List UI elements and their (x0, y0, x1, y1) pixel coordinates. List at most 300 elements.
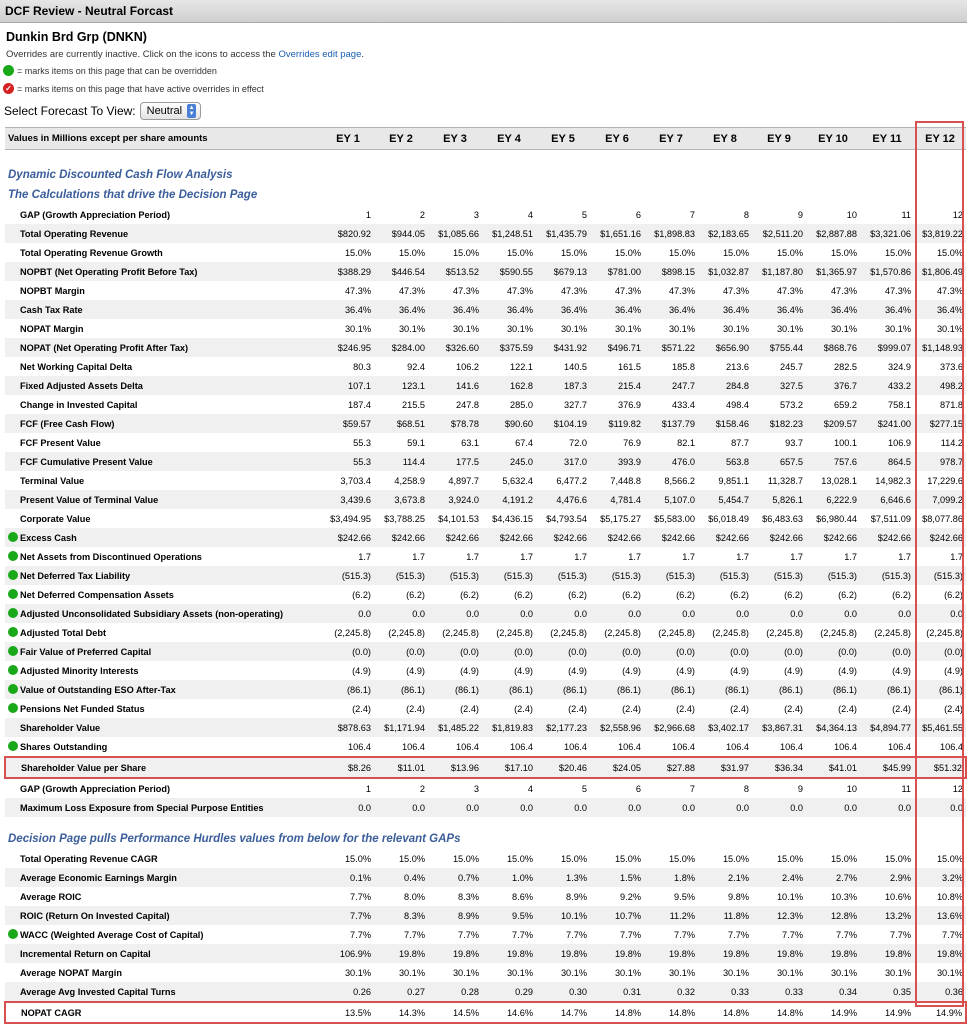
year-header: EY 4 (482, 128, 536, 150)
value-cell: (6.2) (514, 589, 533, 600)
value-cell: 15.0% (506, 853, 533, 864)
value-cell: 14.9% (860, 1002, 914, 1023)
value-cell: 15.0% (452, 853, 479, 864)
value-cell: 3,439.6 (322, 490, 374, 509)
value-cell: $1,032.87 (698, 262, 752, 281)
value-cell: 373.6 (940, 361, 963, 372)
table-row (5, 376, 966, 395)
row-label-cell[interactable] (5, 737, 322, 757)
value-cell: 106.4 (672, 741, 695, 752)
override-icon[interactable] (8, 929, 18, 939)
table-row (5, 490, 966, 509)
value-cell: (0.0) (644, 642, 698, 661)
value-cell: $1,435.79 (536, 224, 590, 243)
value-cell: 2 (419, 209, 425, 220)
value-cell: 7.7% (782, 929, 803, 940)
value-cell: 1.7 (844, 551, 857, 562)
value-cell: 5,454.7 (698, 490, 752, 509)
value-cell: 6,477.2 (556, 475, 587, 486)
value-cell: 14.9% (914, 1002, 966, 1023)
value-cell: 0.7% (428, 868, 482, 887)
value-cell: (515.3) (914, 566, 966, 585)
value-cell: 245.7 (780, 361, 803, 372)
value-cell: 1.7 (466, 551, 479, 562)
value-cell: 19.8% (698, 944, 752, 963)
value-cell: 14.8% (698, 1002, 752, 1023)
value-cell: 0.36 (914, 982, 966, 1002)
value-cell: 19.8% (374, 944, 428, 963)
value-cell: $242.66 (860, 528, 914, 547)
value-cell: (6.2) (406, 589, 425, 600)
year-header: EY 12 (914, 128, 966, 150)
row-label-cell[interactable] (5, 585, 322, 604)
table-row (5, 623, 966, 642)
value-cell: 0.0 (590, 798, 644, 817)
value-cell: 12 (952, 783, 963, 794)
value-cell: 4 (527, 783, 533, 794)
value-cell: $8.26 (322, 757, 374, 778)
value-cell: (0.0) (374, 642, 428, 661)
value-cell: 1.0% (482, 868, 536, 887)
value-cell: $326.60 (428, 338, 482, 357)
value-cell: 573.2 (780, 399, 803, 410)
value-cell: $1,485.22 (428, 718, 482, 737)
forecast-select[interactable] (140, 102, 201, 120)
value-cell: $31.97 (698, 757, 752, 778)
value-cell: 7.7% (350, 891, 371, 902)
value-cell: $820.92 (322, 224, 374, 243)
value-cell: 15.0% (668, 247, 695, 258)
row-label-cell (5, 357, 322, 376)
legend-green (3, 63, 967, 78)
value-cell: 14.8% (644, 1002, 698, 1023)
value-cell: (4.9) (514, 665, 533, 676)
row-label-cell[interactable] (5, 604, 322, 623)
value-cell: 161.5 (618, 361, 641, 372)
value-cell: $242.66 (536, 528, 590, 547)
row-label: Shareholder Value per Share (21, 762, 147, 773)
table-row (5, 642, 966, 661)
value-cell: 30.1% (506, 967, 533, 978)
value-cell: (86.1) (752, 680, 806, 699)
row-label: NOPBT (Net Operating Profit Before Tax) (20, 266, 198, 277)
row-label-cell (5, 338, 322, 357)
row-label-cell[interactable] (5, 925, 322, 944)
row-label-cell (5, 281, 322, 300)
value-cell: 247.7 (644, 376, 698, 395)
value-cell: 30.1% (776, 323, 803, 334)
value-cell: $158.46 (698, 414, 752, 433)
value-cell: 187.4 (348, 399, 371, 410)
override-icon[interactable] (8, 608, 18, 618)
value-cell: $2,966.68 (644, 718, 698, 737)
value-cell: 3.2% (914, 868, 966, 887)
value-cell: 247.8 (456, 399, 479, 410)
value-cell: (4.9) (784, 665, 803, 676)
table-row (5, 281, 966, 300)
value-cell: 47.3% (884, 285, 911, 296)
value-cell: $999.07 (860, 338, 914, 357)
value-cell: 14.9% (806, 1002, 860, 1023)
value-cell: 80.3 (353, 361, 371, 372)
value-cell: 36.4% (698, 300, 752, 319)
value-cell: 15.0% (506, 247, 533, 258)
value-cell: 215.4 (590, 376, 644, 395)
value-cell: 30.1% (614, 967, 641, 978)
value-cell: $242.66 (428, 528, 482, 547)
year-header: EY 7 (644, 128, 698, 150)
value-cell: 758.1 (888, 399, 911, 410)
value-cell: 657.5 (752, 452, 806, 471)
value-cell: $755.44 (752, 338, 806, 357)
value-cell: 15.0% (614, 247, 641, 258)
row-label-cell[interactable] (5, 528, 322, 547)
table-row (5, 357, 966, 376)
value-cell: 15.0% (344, 853, 371, 864)
window-title: DCF Review - Neutral Forcast (0, 0, 967, 23)
overrides-note-suffix: . (361, 49, 365, 60)
value-cell: (2.4) (730, 703, 749, 714)
value-cell: 15.0% (722, 247, 749, 258)
value-cell: 15.0% (776, 247, 803, 258)
value-cell: 498.4 (726, 399, 749, 410)
value-cell: $3,494.95 (330, 513, 371, 524)
override-icon[interactable] (8, 665, 18, 675)
legend-green-text: = marks items on this page that can be overridden (17, 65, 217, 76)
row-label-cell[interactable] (5, 699, 322, 718)
value-cell: (4.9) (568, 665, 587, 676)
value-cell: (0.0) (914, 642, 966, 661)
value-cell: 82.1 (677, 437, 695, 448)
value-cell: 8 (743, 209, 749, 220)
value-cell: (0.0) (590, 642, 644, 661)
value-cell: (515.3) (752, 566, 806, 585)
row-label: Incremental Return on Capital (20, 948, 151, 959)
value-cell: (2.4) (352, 703, 371, 714)
value-cell: 6,646.6 (860, 490, 914, 509)
row-label: NOPAT Margin (20, 323, 84, 334)
value-cell: 15.0% (614, 853, 641, 864)
value-cell: 7.7% (890, 929, 911, 940)
override-icon[interactable] (8, 570, 18, 580)
value-cell: 185.8 (672, 361, 695, 372)
row-label: Total Operating Revenue Growth (20, 247, 163, 258)
value-cell: 1.5% (590, 868, 644, 887)
value-cell: (515.3) (482, 566, 536, 585)
value-cell: 7,099.2 (914, 490, 966, 509)
row-label-cell[interactable] (5, 623, 322, 642)
value-cell: 19.8% (590, 944, 644, 963)
value-cell: 30.1% (344, 967, 371, 978)
value-cell: 106.4 (726, 741, 749, 752)
value-cell: 55.3 (322, 452, 374, 471)
value-cell: 10.1% (776, 891, 803, 902)
row-label-cell[interactable] (5, 642, 322, 661)
value-cell: (2.4) (784, 703, 803, 714)
year-header: EY 5 (536, 128, 590, 150)
value-cell: 30.1% (830, 967, 857, 978)
value-cell: $496.71 (590, 338, 644, 357)
value-cell: $944.05 (374, 224, 428, 243)
value-cell: 122.1 (510, 361, 533, 372)
override-icon[interactable] (8, 627, 18, 637)
value-cell: $277.15 (914, 414, 966, 433)
value-cell: 106.4 (940, 741, 963, 752)
value-cell: 0.26 (322, 982, 374, 1002)
value-cell: $45.99 (860, 757, 914, 778)
value-cell: 0.0 (644, 798, 698, 817)
year-header: EY 9 (752, 128, 806, 150)
value-cell: 47.3% (560, 285, 587, 296)
value-cell: 0.0 (428, 798, 482, 817)
value-cell: (86.1) (914, 680, 966, 699)
table-row (5, 798, 966, 817)
value-cell: (515.3) (590, 566, 644, 585)
value-cell: $431.92 (536, 338, 590, 357)
value-cell: $1,570.86 (860, 262, 914, 281)
value-cell: 213.6 (726, 361, 749, 372)
value-cell: (6.2) (892, 589, 911, 600)
value-cell: (2.4) (622, 703, 641, 714)
value-cell: $375.59 (482, 338, 536, 357)
value-cell: $78.78 (428, 414, 482, 433)
value-cell: 36.4% (374, 300, 428, 319)
value-cell: 11 (901, 209, 911, 220)
value-cell: 7.7% (566, 929, 587, 940)
value-cell: $2,511.20 (752, 224, 806, 243)
table-row (5, 566, 966, 585)
value-cell: 14.7% (536, 1002, 590, 1023)
row-label-cell (5, 243, 322, 262)
value-cell: 47.3% (344, 285, 371, 296)
value-cell: 47.3% (452, 285, 479, 296)
table-row (5, 395, 966, 414)
value-cell: 0.0 (482, 798, 536, 817)
value-cell: 476.0 (644, 452, 698, 471)
value-cell: 106.9 (888, 437, 911, 448)
value-cell: 11,328.7 (767, 475, 803, 486)
value-cell: $4,364.13 (806, 718, 860, 737)
table-row (5, 1002, 966, 1023)
value-cell: 10.3% (830, 891, 857, 902)
value-cell: $1,171.94 (374, 718, 428, 737)
value-cell: $4,793.54 (546, 513, 587, 524)
value-cell: $284.00 (374, 338, 428, 357)
value-cell: 433.4 (672, 399, 695, 410)
table-row (5, 547, 966, 566)
value-cell: 2.9% (860, 868, 914, 887)
value-cell: 1 (365, 783, 371, 794)
select-arrows-icon: ▲ ▼ (188, 105, 195, 117)
value-cell: 393.9 (590, 452, 644, 471)
value-cell: 30.1% (884, 967, 911, 978)
value-cell: 5,632.4 (502, 475, 533, 486)
value-cell: 12.3% (752, 906, 806, 925)
value-cell: 6,222.9 (806, 490, 860, 509)
value-cell: 4,897.7 (448, 475, 479, 486)
value-cell: 106.4 (618, 741, 641, 752)
value-cell: 13.5% (322, 1002, 374, 1023)
value-cell: 14.6% (482, 1002, 536, 1023)
value-cell: 106.9% (322, 944, 374, 963)
value-cell: 0.0 (536, 604, 590, 623)
value-cell: 284.8 (698, 376, 752, 395)
value-cell: 757.6 (806, 452, 860, 471)
value-cell: 187.3 (536, 376, 590, 395)
value-cell: 3,924.0 (428, 490, 482, 509)
row-label-cell[interactable] (5, 566, 322, 585)
row-label-cell[interactable] (5, 547, 322, 566)
value-cell: 0.0 (752, 798, 806, 817)
value-cell: $137.79 (644, 414, 698, 433)
value-cell: 30.1% (398, 323, 425, 334)
value-cell: $3,788.25 (384, 513, 425, 524)
row-label-cell (5, 224, 322, 243)
value-cell: 47.3% (776, 285, 803, 296)
row-label-cell[interactable] (5, 680, 322, 699)
table-row (5, 224, 966, 243)
value-cell: (0.0) (698, 642, 752, 661)
row-label: FCF Present Value (20, 437, 101, 448)
value-cell: 0.29 (482, 982, 536, 1002)
value-cell: (2,245.8) (442, 627, 479, 638)
value-cell: 327.5 (752, 376, 806, 395)
value-cell: 1.7 (898, 551, 911, 562)
row-label-cell (5, 718, 322, 737)
table-row (5, 262, 966, 281)
value-cell: (515.3) (698, 566, 752, 585)
value-cell: 1.3% (536, 868, 590, 887)
override-icon[interactable] (8, 703, 18, 713)
value-cell: 864.5 (860, 452, 914, 471)
section-subtitle: The Calculations that drive the Decision Page (8, 189, 258, 201)
value-cell: 19.8% (482, 944, 536, 963)
value-cell: 30.1% (614, 323, 641, 334)
row-label: Terminal Value (20, 475, 85, 486)
value-cell: 14.8% (590, 1002, 644, 1023)
legend-red-text: = marks items on this page that have active overrides in effect (17, 83, 264, 94)
value-cell: $8,077.86 (922, 513, 963, 524)
value-cell: 19.8% (536, 944, 590, 963)
value-cell: 1.7 (412, 551, 425, 562)
value-cell: 0.27 (374, 982, 428, 1002)
value-cell: 9.8% (728, 891, 749, 902)
value-cell: 5,826.1 (752, 490, 806, 509)
override-icon[interactable] (8, 684, 18, 694)
table-row (5, 433, 966, 452)
value-cell: (2.4) (676, 703, 695, 714)
value-cell: (2,245.8) (926, 627, 963, 638)
value-cell: 1.7 (574, 551, 587, 562)
value-cell: $571.22 (644, 338, 698, 357)
value-cell: 14.3% (374, 1002, 428, 1023)
override-icon[interactable] (8, 741, 18, 751)
dcf-table (4, 127, 967, 1024)
company-name: Dunkin Brd Grp (DNKN) (6, 30, 147, 44)
value-cell: (4.9) (622, 665, 641, 676)
value-cell: 0.30 (536, 982, 590, 1002)
value-cell: 14.8% (752, 1002, 806, 1023)
value-cell: (6.2) (622, 589, 641, 600)
row-label: Fair Value of Preferred Capital (20, 647, 152, 657)
value-cell: 47.3% (506, 285, 533, 296)
row-label: Average Economic Earnings Margin (20, 872, 177, 883)
value-cell: 36.4% (536, 300, 590, 319)
value-cell: 30.1% (668, 967, 695, 978)
table-row (5, 452, 966, 471)
value-cell: 0.0 (914, 604, 966, 623)
override-icon[interactable] (8, 589, 18, 599)
row-label-cell (5, 319, 322, 338)
value-cell: 14,982.3 (875, 475, 911, 486)
value-cell: 0.0 (806, 604, 860, 623)
value-cell: $1,651.16 (590, 224, 644, 243)
value-cell: 1 (365, 209, 371, 220)
value-cell: 8.6% (512, 891, 533, 902)
value-cell: 9.5% (674, 891, 695, 902)
value-cell: 7 (689, 209, 695, 220)
value-cell: $13.96 (428, 757, 482, 778)
value-cell: 563.8 (698, 452, 752, 471)
value-cell: 123.1 (374, 376, 428, 395)
value-cell: 317.0 (536, 452, 590, 471)
override-icon[interactable] (8, 646, 18, 656)
value-cell: 106.4 (564, 741, 587, 752)
row-label-cell[interactable] (5, 661, 322, 680)
value-cell: 1.8% (644, 868, 698, 887)
value-cell: 13.6% (914, 906, 966, 925)
value-cell: $5,461.55 (914, 718, 966, 737)
value-cell: 0.0 (914, 798, 966, 817)
value-cell: 0.0 (322, 798, 374, 817)
value-cell: (6.2) (460, 589, 479, 600)
year-header: EY 10 (806, 128, 860, 150)
value-cell: (6.2) (352, 589, 371, 600)
value-cell: 1.7 (628, 551, 641, 562)
overrides-edit-link[interactable]: Overrides edit page (278, 49, 362, 60)
value-cell: $242.66 (644, 528, 698, 547)
value-cell: $898.15 (644, 262, 698, 281)
row-label: Adjusted Total Debt (20, 628, 107, 638)
table-row (5, 471, 966, 490)
value-cell: 0.0 (806, 798, 860, 817)
value-cell: $3,867.31 (752, 718, 806, 737)
value-cell: 8.9% (566, 891, 587, 902)
value-cell: (2,245.8) (712, 627, 749, 638)
value-cell: 140.5 (564, 361, 587, 372)
value-cell: 9 (797, 209, 803, 220)
override-icon[interactable] (8, 551, 18, 561)
value-cell: 1.7 (520, 551, 533, 562)
value-cell: 2.4% (752, 868, 806, 887)
value-cell: 4 (527, 209, 533, 220)
value-cell: $868.76 (806, 338, 860, 357)
value-cell: (0.0) (482, 642, 536, 661)
value-cell: $4,101.53 (438, 513, 479, 524)
value-cell: 30.1% (830, 323, 857, 334)
value-cell: 1.7 (682, 551, 695, 562)
row-label: GAP (Growth Appreciation Period) (20, 783, 171, 794)
value-cell: $1,085.66 (428, 224, 482, 243)
legend-red (3, 81, 967, 96)
section-title: Decision Page pulls Performance Hurdles values from below for the relevant GAPs (8, 833, 461, 845)
override-icon[interactable] (8, 532, 18, 542)
value-cell: 177.5 (428, 452, 482, 471)
value-cell: 15.0% (398, 247, 425, 258)
value-cell: 47.3% (614, 285, 641, 296)
value-cell: (4.9) (406, 665, 425, 676)
value-cell: (86.1) (644, 680, 698, 699)
